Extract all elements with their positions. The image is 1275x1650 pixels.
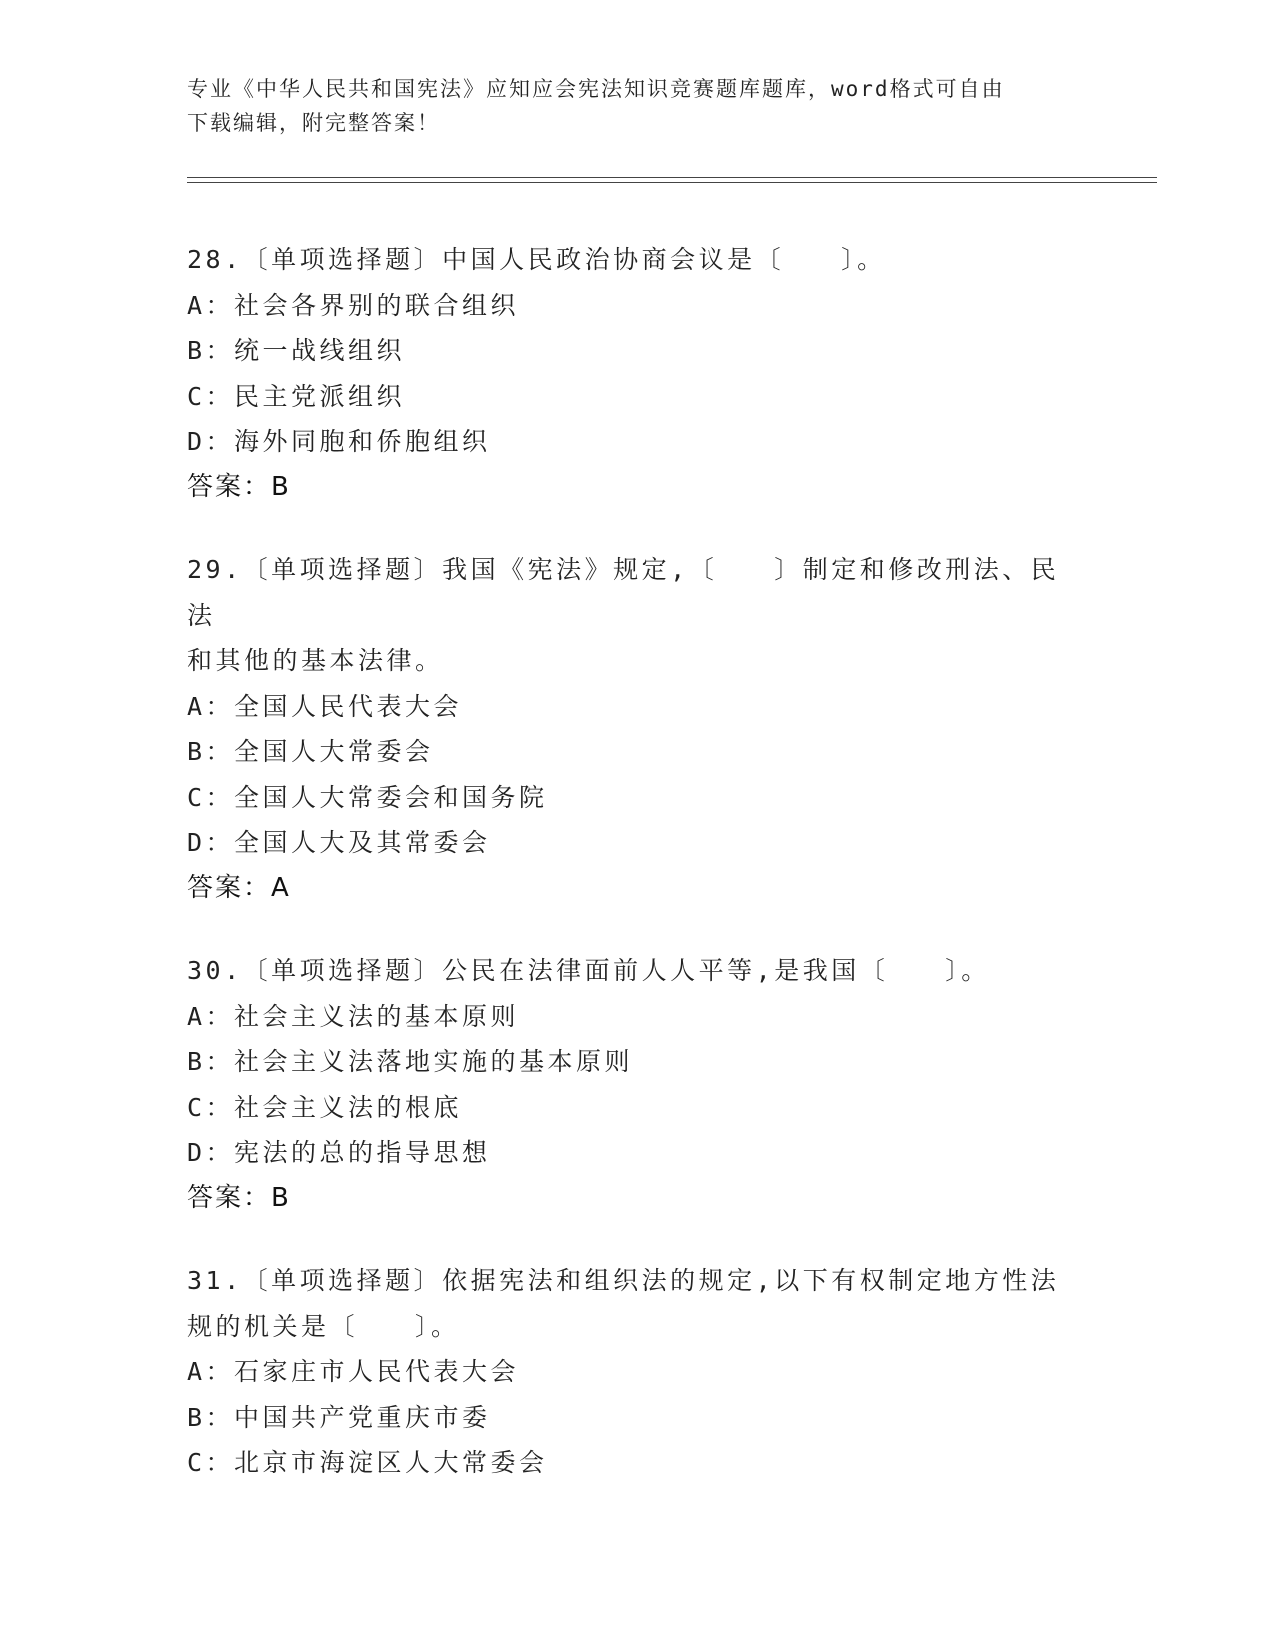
option-b: B：统一战线组织 xyxy=(187,336,406,365)
option-a: A：社会各界别的联合组织 xyxy=(187,290,520,320)
question-list xyxy=(187,237,1087,1523)
option-c: C：社会主义法的根底 xyxy=(187,1092,463,1122)
option-c: C：北京市海淀区人大常委会 xyxy=(187,1448,548,1477)
document-header xyxy=(187,72,1067,140)
question-31 xyxy=(187,1258,1087,1486)
question-28 xyxy=(187,237,1087,510)
option-a: A：全国人民代表大会 xyxy=(187,691,463,721)
option-d: D：全国人大及其常委会 xyxy=(187,828,491,857)
option-b: B：社会主义法落地实施的基本原则 xyxy=(187,1047,634,1076)
header-divider-bottom xyxy=(187,182,1157,183)
header-divider-top xyxy=(187,177,1157,178)
question-29 xyxy=(187,547,1087,911)
question-stem: 29.〔单项选择题〕我国《宪法》规定,〔 〕制定和修改刑法、民法 xyxy=(187,555,1060,630)
question-stem-continued: 和其他的基本法律。 xyxy=(187,646,444,675)
question-stem: 28.〔单项选择题〕中国人民政治协商会议是〔 〕。 xyxy=(187,245,886,274)
question-30 xyxy=(187,948,1087,1221)
option-d: D：海外同胞和侨胞组织 xyxy=(187,427,491,456)
option-c: C：全国人大常委会和国务院 xyxy=(187,782,548,812)
header-line-2: 下载编辑，附完整答案！ xyxy=(187,111,440,135)
answer: 答案：B xyxy=(187,1182,291,1213)
header-line-1: 专业《中华人民共和国宪法》应知应会宪法知识竞赛题库题库，word格式可自由 xyxy=(187,77,1005,101)
option-b: B：全国人大常委会 xyxy=(187,737,434,766)
option-a: A：社会主义法的基本原则 xyxy=(187,1001,520,1031)
question-stem: 30.〔单项选择题〕公民在法律面前人人平等,是我国〔 〕。 xyxy=(187,956,990,985)
option-d: D：宪法的总的指导思想 xyxy=(187,1138,491,1167)
option-a: A：石家庄市人民代表大会 xyxy=(187,1357,520,1386)
option-c: C：民主党派组织 xyxy=(187,381,406,411)
answer: 答案：B xyxy=(187,471,291,502)
question-stem-continued: 规的机关是〔 〕。 xyxy=(187,1311,460,1341)
option-b: B：中国共产党重庆市委 xyxy=(187,1402,491,1432)
question-stem: 31.〔单项选择题〕依据宪法和组织法的规定,以下有权制定地方性法 xyxy=(187,1266,1060,1295)
answer: 答案：A xyxy=(187,872,291,903)
